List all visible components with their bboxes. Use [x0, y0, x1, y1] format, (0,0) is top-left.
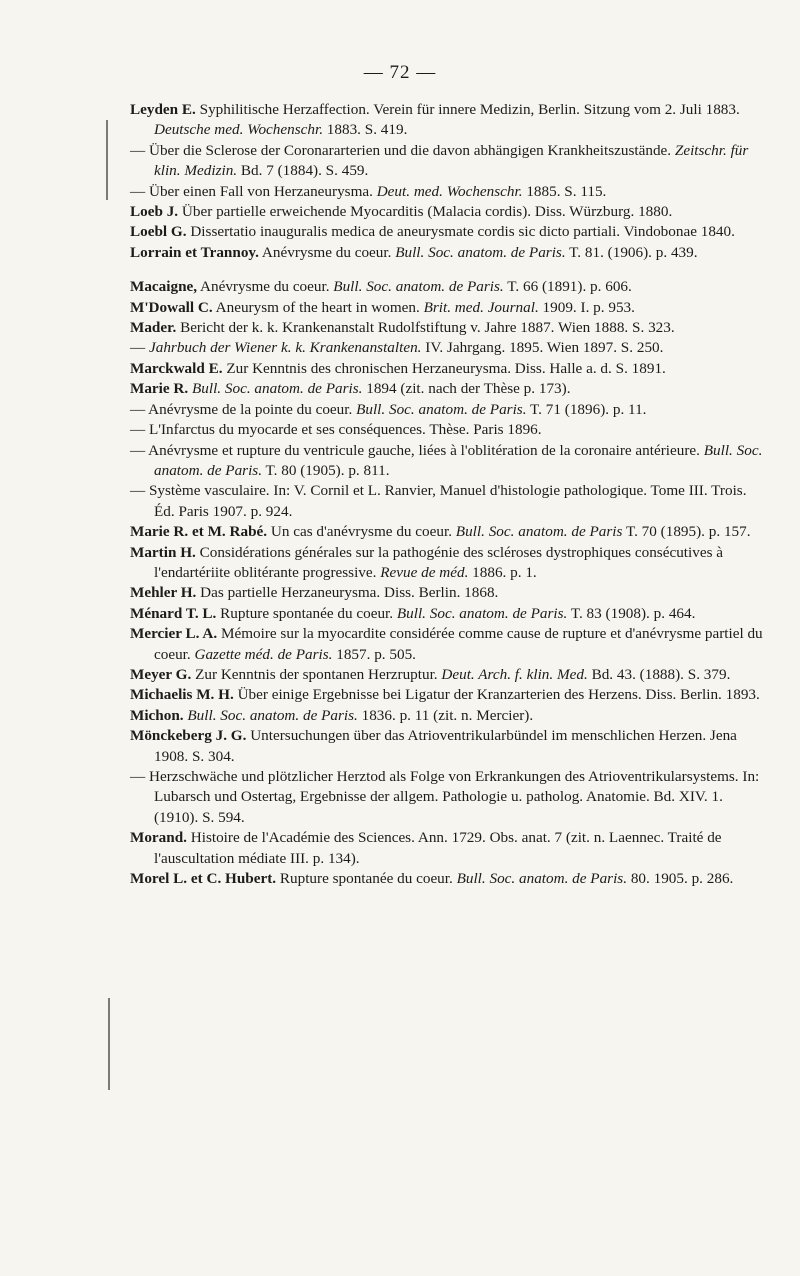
entry-text: Un cas d'anévrysme du coeur. [267, 523, 456, 541]
entry-text: Rupture spontanée du coeur. [216, 604, 397, 622]
bibliography-entry [130, 222, 770, 242]
page-number: — 72 — [363, 62, 437, 83]
entry-tail: T. 83 (1908). p. 464. [567, 604, 696, 622]
entry-author: Ménard T. L. [130, 604, 217, 622]
entry-tail: 1883. S. 419. [323, 121, 408, 139]
entry-text: Anévrysme du coeur. [258, 243, 396, 261]
bibliography-entry [130, 400, 770, 420]
entry-journal: Bull. Soc. anatom. de Paris [455, 523, 623, 541]
entry-tail: 1836. p. 11 (zit. n. Mercier). [357, 706, 534, 724]
bibliography-list [130, 100, 770, 889]
entry-dash: — [130, 400, 149, 418]
bibliography-entry [130, 604, 770, 624]
bibliography-entry [130, 583, 770, 603]
entry-text: Über einen Fall von Herzaneurysma. [148, 182, 377, 200]
bibliography-entry [130, 277, 770, 297]
entry-tail: T. 70 (1895). p. 157. [622, 523, 751, 541]
entry-author: Marie R. et M. Rabé. [130, 523, 268, 541]
entry-journal: Bull. Soc. anatom. de Paris. [396, 604, 568, 622]
entry-author: Lorrain et Trannoy. [130, 243, 259, 261]
bibliography-entry [130, 338, 770, 358]
entry-text: Über einige Ergebnisse bei Ligatur der Kranzarterien des Herzens. Diss. Berlin. 1893. [233, 686, 760, 704]
entry-text: L'Infarctus du myocarde et ses conséquences. Thèse. Paris 1896. [148, 421, 542, 439]
entry-text: Über partielle erweichende Myocarditis (Malacia cordis). Diss. Würzburg. 1880. [178, 203, 673, 221]
bibliography-entry [130, 243, 770, 263]
entry-dash: — [130, 482, 149, 500]
entry-tail: Bd. 7 (1884). S. 459. [237, 162, 369, 180]
entry-author: Morand. [130, 829, 187, 847]
entry-journal: Jahrbuch der Wiener k. k. Krankenanstalten. [148, 339, 422, 357]
entry-author: Leyden E. [130, 101, 196, 118]
bibliography-entry [130, 828, 770, 869]
scan-mark-left-top [106, 120, 108, 200]
entry-text: Rupture spontanée du coeur. [276, 870, 457, 888]
entry-author: Mercier L. A. [130, 625, 218, 643]
bibliography-entry [130, 869, 770, 889]
entry-text: Das partielle Herzaneurysma. Diss. Berlin. 1868. [196, 584, 499, 602]
entry-tail: 80. 1905. p. 286. [627, 870, 734, 888]
bibliography-entry [130, 318, 770, 338]
scan-mark-left-bottom [108, 998, 110, 1090]
entry-author: Mehler H. [130, 584, 197, 602]
bibliography-entry [130, 481, 770, 522]
entry-journal: Bull. Soc. anatom. de Paris. [154, 441, 763, 479]
bibliography-entry [130, 624, 770, 665]
bibliography-entry [130, 522, 770, 542]
entry-text: Anévrysme du coeur. [197, 278, 334, 296]
entry-text: Dissertatio inauguralis medica de aneurysmate cordis sic dicto partiali. Vindobonae 1840. [186, 223, 735, 241]
entry-journal: Bull. Soc. anatom. de Paris. [395, 243, 566, 261]
bibliography-entry [130, 767, 770, 828]
entry-author: Morel L. et C. Hubert. [130, 870, 277, 888]
entry-author: Mader. [130, 319, 177, 337]
entry-text: Histoire de l'Académie des Sciences. Ann. 1729. Obs. anat. 7 (zit. n. Laennec. Traité de l'auscultation médiate III. p. 134). [154, 829, 722, 867]
entry-text: Mémoire sur la myocardite considérée comme cause de rupture et d'anévrysme partiel du coeur. [154, 625, 763, 663]
entry-author: Loebl G. [130, 223, 187, 241]
entry-tail: 1857. p. 505. [332, 645, 416, 663]
entry-author: Meyer G. [130, 665, 192, 683]
entry-tail: IV. Jahrgang. 1895. Wien 1897. S. 250. [421, 339, 664, 357]
entry-text: Anévrysme de la pointe du coeur. [148, 400, 357, 418]
entry-author: Mönckeberg J. G. [130, 727, 247, 745]
entry-author: M'Dowall C. [130, 298, 213, 316]
bibliography-entry [130, 441, 770, 482]
entry-journal: Bull. Soc. anatom. de Paris. [333, 278, 504, 296]
entry-dash: — [130, 141, 149, 159]
entry-journal: Zeitschr. für klin. Medizin. [154, 141, 749, 180]
entry-tail: T. 66 (1891). p. 606. [503, 278, 632, 296]
entry-text: Über die Sclerose der Coronararterien und die davon abhängigen Krankheitszustände. [148, 141, 675, 159]
entry-dash: — [130, 339, 149, 357]
entry-tail: T. 81. (1906). p. 439. [565, 243, 698, 261]
entry-journal: Deut. med. Wochenschr. [376, 182, 523, 200]
entry-journal: Gazette méd. de Paris. [194, 645, 333, 663]
bibliography-entry [130, 420, 770, 440]
entry-tail: 1885. S. 115. [522, 182, 607, 200]
entry-author: Marie R. [130, 380, 189, 398]
entry-journal: Deut. Arch. f. klin. Med. [441, 665, 588, 683]
entry-text: Anévrysme et rupture du ventricule gauche, liées à l'oblitération de la coronaire antérieure. [148, 441, 704, 459]
entry-journal: Bull. Soc. anatom. de Paris. [356, 400, 527, 418]
entry-text: Untersuchungen über das Atrioventrikularbündel im menschlichen Herzen. Jena 1908. S. 304. [154, 727, 737, 765]
entry-journal: Revue de méd. [380, 563, 469, 581]
entry-text: Système vasculaire. In: V. Cornil et L. Ranvier, Manuel d'histologie pathologique. Tome III. Trois. Éd. Paris 1907. p. 924. [148, 482, 747, 520]
entry-tail: 1886. p. 1. [468, 563, 537, 581]
entry-author: Martin H. [130, 543, 196, 561]
bibliography-entry [130, 182, 770, 202]
entry-author: Michaelis M. H. [130, 686, 234, 704]
bibliography-entry [130, 379, 770, 399]
entry-dash: — [130, 441, 149, 459]
bibliography-entry [130, 359, 770, 379]
bibliography-entry [130, 726, 770, 767]
entry-journal: Deutsche med. Wochenschr. [154, 121, 323, 139]
entry-tail: 1894 (zit. nach der Thèse p. 173). [362, 380, 571, 398]
entry-journal: Bull. Soc. anatom. de Paris. [192, 380, 363, 398]
entry-dash: — [130, 768, 149, 785]
entry-dash: — [130, 182, 149, 200]
bibliography-entry [130, 202, 770, 222]
bibliography-entry [130, 298, 770, 318]
bibliography-entry [130, 685, 770, 705]
entry-tail: T. 71 (1896). p. 11. [526, 400, 647, 418]
entry-text: Syphilitische Herzaffection. Verein für innere Medizin, Berlin. Sitzung vom 2. Juli 1883. [195, 101, 740, 118]
entry-text: Zur Kenntnis der spontanen Herzruptur. [191, 665, 442, 683]
entry-text: Considérations générales sur la pathogénie des scléroses dystrophiques consécutives à l'endartériite oblitérante progressive. [154, 543, 724, 581]
entry-tail: T. 80 (1905). p. 811. [262, 461, 390, 479]
bibliography-entry [130, 543, 770, 584]
entry-tail: Bd. 43. (1888). S. 379. [587, 665, 731, 683]
entry-journal: Brit. med. Journal. [423, 298, 539, 316]
entry-text: Aneurysm of the heart in women. [212, 298, 424, 316]
entry-text: Bericht der k. k. Krankenanstalt Rudolfstiftung v. Jahre 1887. Wien 1888. S. 323. [176, 319, 675, 337]
entry-tail: 1909. I. p. 953. [538, 298, 635, 316]
bibliography-entry [130, 665, 770, 685]
bibliography-entry [130, 100, 770, 141]
entry-author: Marckwald E. [130, 359, 223, 377]
entry-author: Loeb J. [130, 203, 179, 221]
bibliography-entry [130, 706, 770, 726]
entry-text: Herzschwäche und plötzlicher Herztod als Folge von Erkrankungen des Atrioventrikularsystems. In: Lubarsch und Ostertag, Ergebnisse der allgem. Pathologie u. patholog. Anatomie. Bd. XIV. 1. (1910). S. 594. [148, 768, 760, 826]
entry-author: Michon. [130, 706, 184, 724]
entry-journal: Bull. Soc. anatom. de Paris. [456, 870, 628, 888]
entry-text: Zur Kenntnis des chronischen Herzaneurysma. Diss. Halle a. d. S. 1891. [222, 359, 666, 377]
entry-dash: — [130, 421, 149, 439]
bibliography-entry [130, 141, 770, 182]
entry-author: Macaigne, [130, 278, 198, 296]
entry-journal: Bull. Soc. anatom. de Paris. [187, 706, 358, 724]
